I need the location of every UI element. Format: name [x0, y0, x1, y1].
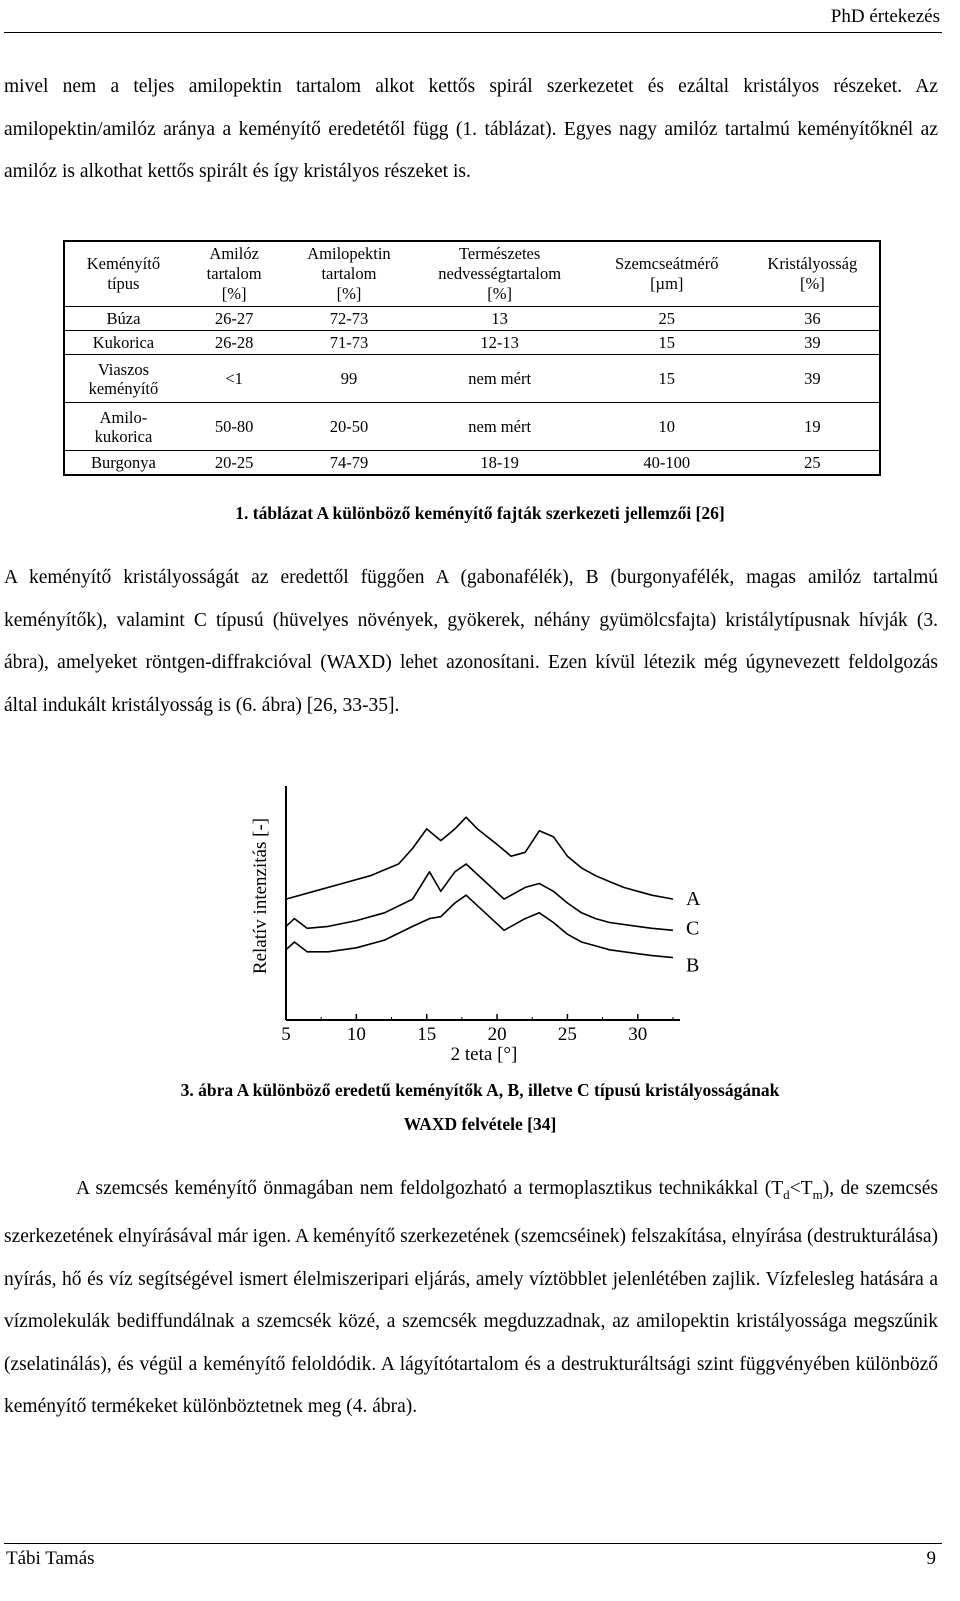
cell-amylopectin: 20-50 [286, 403, 411, 451]
waxd-chart [240, 780, 720, 1070]
header-type-line: típus [107, 274, 140, 293]
x-axis-label: 2 teta [°] [450, 1044, 518, 1065]
header-amylopectin [286, 241, 411, 307]
cell-amylose: 20-25 [214, 452, 254, 472]
header-amylose-line: [%] [221, 284, 247, 303]
series-line-A [286, 817, 673, 899]
table-caption: 1. táblázat A különböző keményítő fajták szerkezeti jellemzői [26] [235, 503, 725, 523]
cell-type-line: keményítő [88, 378, 159, 398]
cell-amylopectin: 71-73 [286, 331, 411, 355]
header-diameter-line: [µm] [650, 274, 684, 293]
header-type [64, 241, 182, 307]
subscript-m: m [812, 1186, 823, 1202]
cell-amylose: 26-27 [182, 307, 287, 331]
cell-moisture: nem mért [412, 355, 588, 403]
cell-crystallinity: 36 [746, 307, 880, 331]
cell-diameter: 25 [588, 307, 746, 331]
paragraph-3-text: A szemcsés keményítő önmagában nem feldolgozható a termoplasztikus technikákkal (T [76, 1178, 784, 1199]
header-crystallinity-line: [%] [799, 274, 825, 293]
cell-moisture: 13 [412, 307, 588, 331]
header-amylose [182, 241, 287, 307]
table-row [64, 451, 880, 475]
table-row [64, 355, 880, 403]
header-crystallinity [746, 241, 880, 307]
cell-moisture: 12-13 [412, 331, 588, 355]
x-tick-label: 30 [628, 1024, 648, 1045]
x-tick-label: 20 [487, 1024, 507, 1045]
cell-diameter: 40-100 [643, 452, 691, 472]
cell-amylopectin: 72-73 [286, 307, 411, 331]
header-amylopectin-line: tartalom [321, 264, 377, 283]
paragraph-3 [4, 1168, 938, 1429]
header-amylopectin-line: Amilopektin [307, 244, 391, 263]
series-line-C [286, 864, 673, 930]
table-1 [63, 240, 881, 476]
footer-page-number: 9 [926, 1548, 936, 1569]
header-moisture-line: [%] [487, 284, 513, 303]
header-amylose-line: Amilóz [209, 244, 259, 263]
cell-type-line: Amilo- [99, 407, 148, 427]
header-amylopectin-line: [%] [336, 284, 362, 303]
cell-type-line: kukorica [94, 426, 153, 446]
table-row [64, 307, 880, 331]
y-axis-label: Relatív intenzitás [-] [250, 817, 271, 975]
plot-curves [286, 817, 673, 957]
table-row [64, 403, 880, 451]
paragraph-2: A keményítő kristályosságát az eredettől függően A (gabonafélék), B (burgonyafélék, magas amilóz tartalmú keményítők), valamint C típusú (hüvelyes növények, gyökerek, néhány gyümölcsfajta) kristálytípusnak hívják (3. ábra), amelyeket röntgen-diffrakcióval (WAXD) lehet azonosítani. Ezen kívül létezik még úgynevezett feldolgozás által indukált kristályosság is (6. ábra) [26, 33-35]. [4, 567, 938, 716]
series-line-B [286, 895, 673, 957]
series-label-B: B [686, 954, 700, 977]
cell-amylose: <1 [182, 355, 287, 403]
cell-amylopectin: 99 [286, 355, 411, 403]
figure-caption-line-1: 3. ábra A különböző eredetű keményítők A, B, illetve C típusú kristályosságának [180, 1080, 780, 1100]
footer-author: Tábi Tamás [6, 1548, 95, 1569]
x-tick-label: 5 [281, 1024, 291, 1045]
cell-type: Kukorica [64, 331, 182, 355]
cell-type: Burgonya [91, 452, 156, 472]
x-tick-label: 25 [557, 1024, 577, 1045]
waxd-figure [240, 780, 720, 1075]
cell-type [64, 355, 182, 403]
cell-crystallinity: 25 [804, 452, 821, 472]
paragraph-1: mivel nem a teljes amilopektin tartalom alkot kettős spirál szerkezetet és ezáltal kristályos részeket. Az amilopektin/amilóz aránya a keményítő eredetétől függ (1. táblázat). Egyes nagy amilóz tartalmú keményítőknél az amilóz is alkothat kettős spirált és így kristályos részeket is. [4, 76, 938, 182]
cell-amylose: 50-80 [182, 403, 287, 451]
running-header: PhD értekezés [830, 6, 940, 27]
header-diameter [588, 241, 746, 307]
cell-crystallinity: 19 [746, 403, 880, 451]
footer-rule [4, 1543, 942, 1544]
header-moisture-line: nedvességtartalom [438, 264, 562, 283]
cell-amylose: 26-28 [182, 331, 287, 355]
table-row [64, 331, 880, 355]
cell-diameter: 10 [588, 403, 746, 451]
x-tick-label: 15 [417, 1024, 437, 1045]
cell-type-line: Viaszos [97, 359, 150, 379]
header-crystallinity-line: Kristályosság [767, 254, 858, 273]
series-labels [686, 888, 701, 977]
header-amylose-line: tartalom [206, 264, 262, 283]
cell-diameter: 15 [588, 331, 746, 355]
x-tick-label: 10 [346, 1024, 366, 1045]
paragraph-3-text: ), de szemcsés szerkezetének elnyírásával már igen. A keményítő szerkezetének (szemcséinek) felszakítása, elnyírása (destrukturálása) nyírás, hő és víz segítségével ismert élelmiszeripari eljárás, amely víztöbblet jelenlétében zajlik. Vízfelesleg hatására a vízmolekulák bediffundálnak a szemcsék közé, a szemcsék megduzzadnak, az amilopektin kristályossága megszűnik (zselatinálás), és végül a keményítő feloldódik. A lágyítótartalom és a destrukturáltsági szint függvényében különböző keményítő termékeket különböztetnek meg (4. ábra). [4, 1178, 939, 1418]
crystallinity-table [63, 240, 881, 476]
cell-diameter: 15 [588, 355, 746, 403]
figure-caption-line-2: WAXD felvétele [34] [403, 1114, 557, 1134]
header-moisture [412, 241, 588, 307]
paragraph-3-text: <T [789, 1178, 813, 1199]
header-moisture-line: Természetes [459, 244, 541, 263]
cell-amylopectin: 74-79 [329, 452, 369, 472]
subscript-d: d [783, 1186, 790, 1202]
cell-crystallinity: 39 [746, 355, 880, 403]
cell-moisture: nem mért [412, 403, 588, 451]
header-diameter-line: Szemcseátmérő [614, 254, 719, 273]
series-label-C: C [686, 917, 700, 940]
plot-frame [286, 786, 680, 1020]
header-rule [4, 32, 942, 33]
table-header-row [64, 241, 880, 307]
plot-ticks [281, 1014, 673, 1045]
cell-moisture: 18-19 [480, 452, 519, 472]
header-type-line: Keményítő [86, 254, 161, 273]
cell-crystallinity: 39 [746, 331, 880, 355]
cell-type [64, 403, 182, 451]
cell-type: Búza [64, 307, 182, 331]
series-label-A: A [686, 888, 701, 911]
